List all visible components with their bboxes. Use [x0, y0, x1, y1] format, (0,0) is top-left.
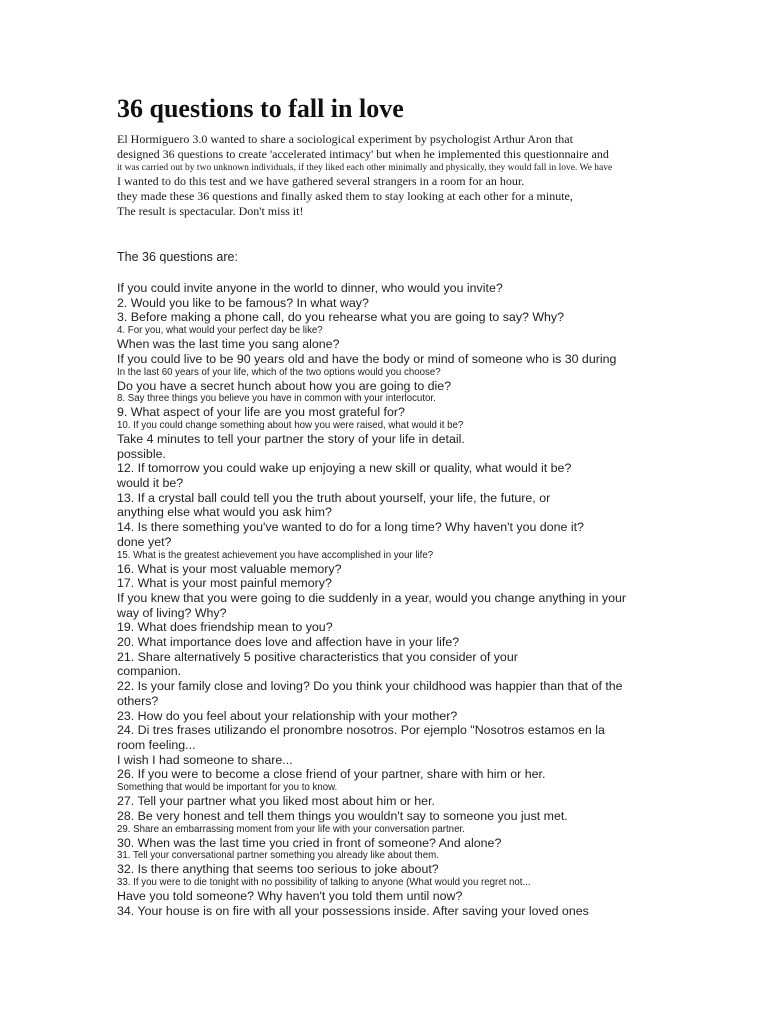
question-line: When was the last time you sang alone?: [117, 337, 340, 352]
question-line: possible.: [117, 446, 166, 461]
question-line: Take 4 minutes to tell your partner the story of your life in detail.: [117, 431, 465, 446]
question-line: In the last 60 years of your life, which of the two options would you choose?: [117, 366, 441, 378]
question-line: 19. What does friendship mean to you?: [117, 620, 333, 635]
question-line: If you could invite anyone in the world to dinner, who would you invite?: [117, 281, 503, 295]
question-line: 21. Share alternatively 5 positive characteristics that you consider of your: [117, 649, 518, 664]
question-line: 23. How do you feel about your relationship with your mother?: [117, 708, 458, 723]
intro-line: they made these 36 questions and finally asked them to stay looking at each other for a minute,: [117, 189, 573, 203]
intro-line: designed 36 questions to create 'accelerated intimacy' but when he implemented this questionnaire and: [117, 147, 609, 161]
page-title: 36 questions to fall in love: [117, 94, 404, 123]
question-line: would it be?: [117, 476, 184, 491]
intro-paragraph: [117, 132, 717, 219]
question-line: 31. Tell your conversational partner something you already like about them.: [117, 850, 439, 862]
question-line: 34. Your house is on fire with all your possessions inside. After saving your loved ones: [117, 903, 589, 918]
question-line: 29. Share an embarrassing moment from your life with your conversation partner.: [117, 823, 465, 835]
question-line: 16. What is your most valuable memory?: [117, 561, 342, 576]
question-line: 24. Di tres frases utilizando el pronombre nosotros. Por ejemplo "Nosotros estamos en la: [117, 723, 605, 738]
document-page: [117, 92, 717, 918]
question-line: 12. If tomorrow you could wake up enjoying a new skill or quality, what would it be?: [117, 461, 572, 476]
question-line: If you knew that you were going to die suddenly in a year, would you change anything in your: [117, 590, 627, 605]
intro-line: I wanted to do this test and we have gathered several strangers in a room for an hour.: [117, 174, 525, 188]
question-line: 32. Is there anything that seems too serious to joke about?: [117, 862, 439, 877]
question-line: 15. What is the greatest achievement you have accomplished in your life?: [117, 549, 434, 561]
question-line: 3. Before making a phone call, do you rehearse what you are going to say? Why?: [117, 310, 565, 325]
questions-list: [117, 281, 717, 918]
question-line: way of living? Why?: [117, 605, 227, 620]
question-line: 27. Tell your partner what you liked most about him or her.: [117, 794, 435, 809]
question-line: others?: [117, 693, 159, 708]
question-line: 10. If you could change something about how you were raised, what would it be?: [117, 419, 464, 431]
question-line: 22. Is your family close and loving? Do you think your childhood was happier than that of the: [117, 679, 623, 694]
intro-line: The result is spectacular. Don't miss it!: [117, 204, 304, 218]
question-line: done yet?: [117, 534, 172, 549]
intro-line: it was carried out by two unknown individuals, if they liked each other minimally and physically, they would fall in love. We have: [117, 163, 613, 173]
question-line: 13. If a crystal ball could tell you the truth about yourself, your life, the future, or: [117, 490, 551, 505]
question-line: 17. What is your most painful memory?: [117, 576, 332, 591]
question-line: 9. What aspect of your life are you most grateful for?: [117, 405, 405, 420]
question-line: 4. For you, what would your perfect day be like?: [117, 325, 323, 337]
question-line: 26. If you were to become a close friend of your partner, share with him or her.: [117, 767, 546, 782]
question-line: companion.: [117, 664, 182, 679]
question-line: 33. If you were to die tonight with no possibility of talking to anyone (What would you regret not...: [117, 876, 531, 888]
question-line: 30. When was the last time you cried in front of someone? And alone?: [117, 835, 502, 850]
question-line: Have you told someone? Why haven't you told them until now?: [117, 888, 463, 903]
questions-heading: The 36 questions are:: [117, 250, 238, 264]
question-line: Do you have a secret hunch about how you are going to die?: [117, 378, 452, 393]
question-line: If you could live to be 90 years old and have the body or mind of someone who is 30 during: [117, 351, 617, 366]
question-line: room feeling...: [117, 737, 196, 752]
question-line: 2. Would you like to be famous? In what way?: [117, 295, 369, 310]
question-line: I wish I had someone to share...: [117, 752, 293, 767]
question-line: Something that would be important for you to know.: [117, 782, 338, 794]
intro-line: El Hormiguero 3.0 wanted to share a sociological experiment by psychologist Arthur Aron that: [117, 132, 573, 146]
question-line: 20. What importance does love and affection have in your life?: [117, 635, 460, 650]
question-line: 14. Is there something you've wanted to do for a long time? Why haven't you done it?: [117, 520, 584, 535]
question-line: 8. Say three things you believe you have in common with your interlocutor.: [117, 393, 436, 405]
question-line: 28. Be very honest and tell them things you wouldn't say to someone you just met.: [117, 808, 568, 823]
question-line: anything else what would you ask him?: [117, 505, 332, 520]
